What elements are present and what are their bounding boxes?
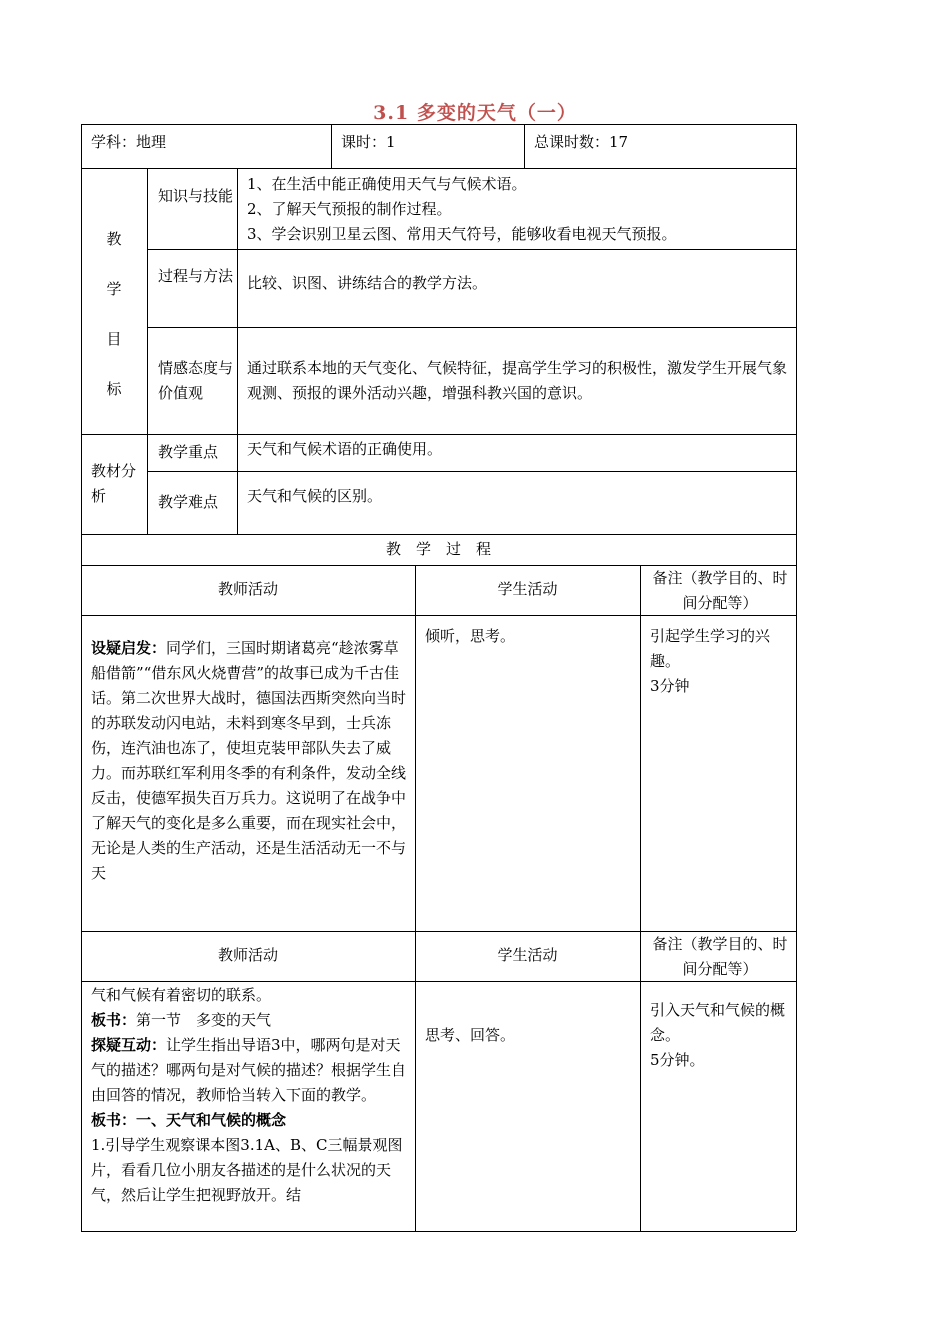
subject-cell: 学科：地理 [91,133,167,151]
knowledge-label: 知识与技能 [158,187,234,205]
difficulty-text: 天气和气候的区别。 [247,487,383,505]
student-activity-1: 倾听，思考。 [425,627,516,645]
process-text: 比较、识图、讲练结合的教学方法。 [247,274,488,292]
page-title: 3.1 多变的天气（一） [373,102,577,124]
student-activity-2: 思考、回答。 [425,1026,516,1044]
notes-column-header-2: 备注（教学目的、时间分配等） [652,935,788,978]
difficulty-label: 教学难点 [158,493,219,511]
emotion-label: 情感态度与价值观 [158,359,234,402]
notes-2: 引入天气和气候的概念。 5分钟。 [650,1001,786,1069]
teacher-activity-2: 气和气候有着密切的联系。 板书：第一节 多变的天气 探疑互动：让学生指出导语3中，哪两句是对天气的描述？哪两句是对气候的描述？根据学生自由回答的情况，教师恰当转入下面的教学。 板书：一、天气和气候的概念 1.引导学生观察课本图3.1A、B、C三幅景观图片，看看几位小朋友各描述的是什么状况的天气，然后让学生把视野放开。结 [91,986,407,1204]
period-cell: 课时：1 [341,133,396,151]
key-label: 教学重点 [158,443,219,461]
notes-column-header: 备注（教学目的、时间分配等） [652,569,788,612]
teacher-column-header-2: 教师活动 [217,946,278,964]
process-heading: 教 学 过 程 [385,540,491,558]
emotion-text: 通过联系本地的天气变化、气候特征，提高学生学习的积极性，激发学生开展气象观测、预报的课外活动兴趣，增强科教兴国的意识。 [247,359,788,402]
notes-1: 引起学生学习的兴趣。 3分钟 [650,627,771,695]
objectives-label: 教 学 目 标 [106,230,122,398]
teacher-activity-1: 设疑启发：同学们，三国时期诸葛亮“趁浓雾草船借箭”“借东风火烧曹营”的故事已成为千古佳话。第二次世界大战时，德国法西斯突然向当时的苏联发动闪电站，未料到寒冬早到，士兵冻伤，连汽油也冻了，使坦克装甲部队失去了威力。而苏联红军利用冬季的有利条件，发动全线反击，使德军损失百万兵力。这说明了在战争中了解天气的变化是多么重要，而在现实社会中，无论是人类的生产活动，还是生活活动无一不与天 [91,639,407,882]
student-column-header-2: 学生活动 [497,946,558,964]
analysis-label: 教材分析 [91,462,137,505]
teacher-column-header: 教师活动 [217,580,278,598]
process-label: 过程与方法 [158,267,234,285]
knowledge-items: 1、在生活中能正确使用天气与气候术语。 2、了解天气预报的制作过程。 3、学会识别卫星云图、常用天气符号，能够收看电视天气预报。 [247,175,677,243]
total-periods-cell: 总课时数：17 [534,133,629,151]
key-text: 天气和气候术语的正确使用。 [247,440,443,458]
student-column-header: 学生活动 [497,580,558,598]
